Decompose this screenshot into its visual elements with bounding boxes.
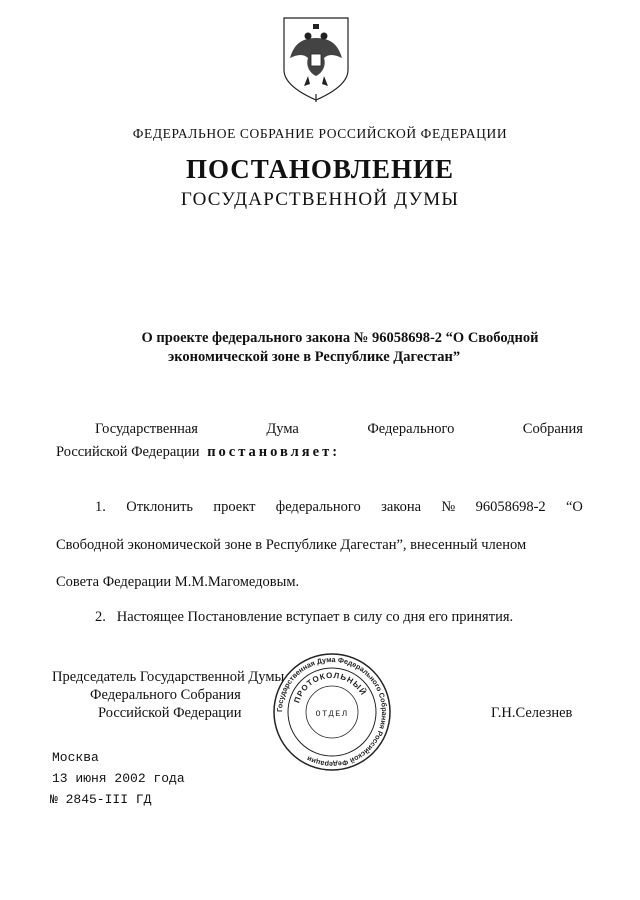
item-word: 1.: [95, 499, 106, 515]
item-word: проект: [213, 499, 256, 515]
item-word: федерального: [275, 499, 361, 515]
item-2: 2. Настоящее Постановление вступает в силу со дня его принятия.: [95, 609, 514, 625]
subject-line-2: экономической зоне в Республике Дагестан”: [168, 349, 461, 365]
official-stamp: [272, 652, 392, 772]
preamble-word: Государственная: [95, 421, 198, 437]
item-1-line-2: Свободной экономической зоне в Республике Дагестан”, внесенный членом: [56, 537, 527, 553]
stamp-inner-text: ПРОТОКОЛЬНЫЙ: [292, 670, 369, 705]
document-issuer: ГОСУДАРСТВЕННОЙ ДУМЫ: [180, 189, 460, 210]
item-word: Отклонить: [126, 499, 194, 515]
preamble-line-2: [56, 444, 340, 461]
coat-of-arms-emblem: [280, 14, 352, 104]
item-1-line-3: Совета Федерации М.М.Магомедовым.: [56, 574, 300, 590]
subject-line-1: О проекте федерального закона № 96058698-2 “О Свободной: [141, 330, 539, 346]
preamble-line-1: [95, 421, 583, 438]
item-word: №: [441, 499, 456, 515]
place-of-signing: Москва: [52, 750, 99, 765]
item-word: 96058698-2: [475, 499, 546, 515]
stamp-center-text: ОТДЕЛ: [315, 709, 349, 719]
preamble-word: Дума: [266, 421, 299, 437]
preamble-text: Российской Федерации: [56, 444, 200, 460]
preamble-word: Федерального: [367, 421, 455, 437]
document-type-title: ПОСТАНОВЛЕНИЕ: [185, 154, 455, 184]
item-word: “О: [566, 499, 583, 515]
preamble-word: Собрания: [522, 421, 583, 437]
stamp-outer-text: Государственная Дума Федерального Собрания Российской Федерации: [274, 654, 390, 770]
preamble-verb: постановляет:: [207, 444, 341, 460]
signer-name: Г.Н.Селезнев: [491, 705, 573, 721]
item-1-line-1: [95, 499, 583, 516]
document-number: № 2845-III ГД: [50, 792, 152, 807]
signatory-title-line-2: Федерального Собрания: [90, 687, 241, 703]
signatory-title-line-1: Председатель Государственной Думы: [52, 669, 285, 685]
parliament-name: ФЕДЕРАЛЬНОЕ СОБРАНИЕ РОССИЙСКОЙ ФЕДЕРАЦИИ: [132, 126, 508, 141]
item-word: закона: [381, 499, 422, 515]
signing-date: 13 июня 2002 года: [52, 771, 185, 786]
signatory-title-line-3: Российской Федерации: [98, 705, 242, 721]
